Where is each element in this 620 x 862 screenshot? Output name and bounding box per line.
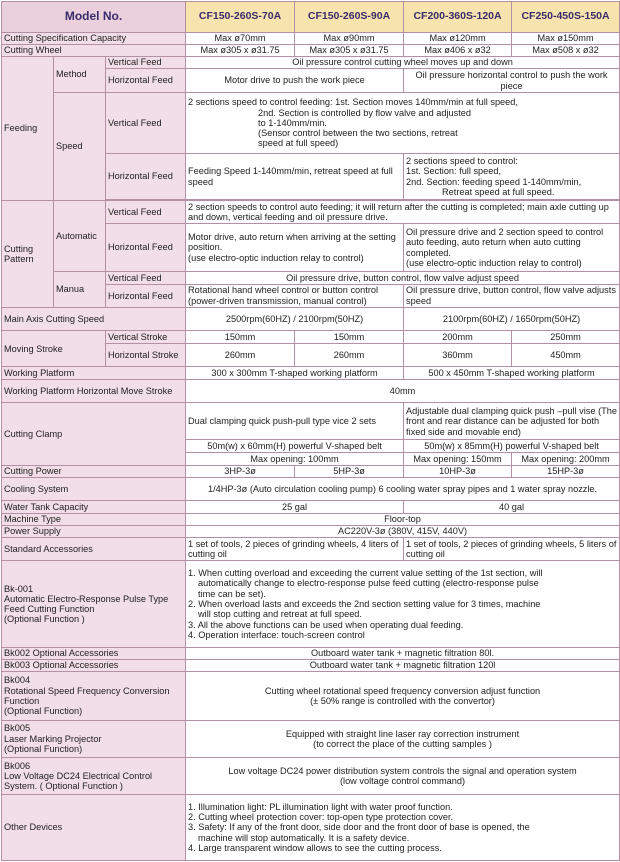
platform-stroke-row bbox=[2, 380, 620, 403]
bk001-item-3: 3. All the above functions can be used when operating dual feeding. bbox=[188, 619, 464, 630]
stroke-vertical-value-3: 200mm bbox=[404, 331, 512, 344]
clamp-opening-a: Max opening: 100mm bbox=[186, 453, 404, 466]
bk005-value-line-1: Equipped with straight line laser ray correction instrument bbox=[285, 728, 520, 739]
other-row bbox=[2, 795, 620, 861]
platform-stroke-value: 40mm bbox=[186, 380, 620, 403]
axis-speed-value-b: 2100rpm(60HZ) / 1650rpm(50HZ) bbox=[404, 307, 620, 330]
accessories-label: Standard Accessories bbox=[2, 537, 186, 560]
clamp-vise-b: Adjustable dual clamping quick push –pull vise (The front and rear distance can be adjusted for both fixed side and movable end) bbox=[404, 403, 620, 440]
model-4: CF250-450S-150A bbox=[512, 2, 620, 33]
method-vertical-label: Vertical Feed bbox=[106, 56, 186, 69]
machine-type-label: Machine Type bbox=[2, 513, 186, 525]
bk004-label-line-1: Bk004 bbox=[4, 675, 31, 686]
auto-horizontal-value-b bbox=[404, 224, 620, 272]
power-supply-row bbox=[2, 525, 620, 537]
bk001-label-line-1: Bk-001 bbox=[4, 583, 34, 594]
bk005-label-line-3: (Optional Function) bbox=[4, 744, 83, 755]
platform-label: Working Platform bbox=[2, 367, 186, 380]
other-label: Other Devices bbox=[2, 795, 186, 861]
cooling-value: 1/4HP-3ø (Auto circulation cooling pump) 6 cooling water spray pipes and 1 water spray nozzle. bbox=[186, 477, 620, 500]
bk006-row bbox=[2, 757, 620, 794]
speed-vertical-value bbox=[186, 92, 620, 154]
machine-type-row bbox=[2, 513, 620, 525]
speed-vertical-line-1: 2 sections speed to control feeding: 1st. Section moves 140mm/min at full speed, bbox=[188, 97, 518, 108]
speed-horizontal-b-line-2: 1st. Section: full speed, bbox=[406, 166, 502, 177]
capacity-row bbox=[2, 32, 620, 44]
auto-vertical-value: 2 section speeds to control auto feeding; it will return after the cutting is completed; main axle cutting up and down, vertical feeding and oil pressure drive. bbox=[186, 200, 620, 223]
feeding-label: Feeding bbox=[2, 56, 54, 200]
platform-value-b: 500 x 450mm T-shaped working platform bbox=[404, 367, 620, 380]
manual-horizontal-value-a: Rotational hand wheel control or button control (power-driven transmission, manual control) bbox=[186, 284, 404, 307]
accessories-row bbox=[2, 537, 620, 560]
tank-row bbox=[2, 501, 620, 514]
feeding-speed-vertical-row bbox=[2, 92, 620, 154]
wheel-value-4: Max ø508 x ø32 bbox=[512, 44, 620, 56]
method-vertical-value: Oil pressure control cutting wheel moves up and down bbox=[186, 56, 620, 69]
cooling-row bbox=[2, 477, 620, 500]
speed-label: Speed bbox=[54, 92, 106, 200]
manual-horizontal-value-b: Oil pressure drive, button control, flow valve adjusts speed bbox=[404, 284, 620, 307]
wheel-value-2: Max ø305 x ø31.75 bbox=[295, 44, 404, 56]
bk005-label-line-2: Laser Marking Projector bbox=[4, 733, 102, 744]
clamp-opening-c: Max opening: 200mm bbox=[512, 453, 620, 466]
pattern-manual-vertical-row bbox=[2, 271, 620, 284]
bk004-label-line-3: (Optional Function) bbox=[4, 706, 83, 717]
bk002-row bbox=[2, 648, 620, 660]
model-3: CF200-360S-120A bbox=[404, 2, 512, 33]
bk001-item-4: 4. Operation interface: touch-screen control bbox=[188, 629, 365, 640]
power-value-2: 5HP-3ø bbox=[295, 465, 404, 477]
cooling-label: Cooling System bbox=[2, 477, 186, 500]
other-item-1: 1. Illumination light: PL illumination light with water proof function. bbox=[188, 801, 453, 812]
bk001-item-1-line-2: automatically change to electro-response pulse feed cutting (electro-response pulse bbox=[198, 578, 539, 589]
stroke-vertical-value-1: 150mm bbox=[186, 331, 295, 344]
auto-horizontal-label: Horizontal Feed bbox=[106, 224, 186, 272]
axis-speed-row bbox=[2, 307, 620, 330]
stroke-horizontal-label: Horizontal Stroke bbox=[106, 344, 186, 367]
bk001-item-2-line-1: 2. When overload lasts and exceeds the 2nd section setting value for 3 times, machine bbox=[188, 599, 541, 610]
clamp-vise-row bbox=[2, 403, 620, 440]
stroke-vertical-value-2: 150mm bbox=[295, 331, 404, 344]
speed-vertical-label: Vertical Feed bbox=[106, 92, 186, 154]
bk005-row bbox=[2, 720, 620, 757]
auto-vertical-label: Vertical Feed bbox=[106, 200, 186, 223]
capacity-value-2: Max ø90mm bbox=[295, 32, 404, 44]
model-1: CF150-260S-70A bbox=[186, 2, 295, 33]
stroke-horizontal-value-4: 450mm bbox=[512, 344, 620, 367]
auto-horizontal-a-line-1: Motor drive, auto return when arriving at the setting position. bbox=[188, 232, 396, 253]
wheel-value-1: Max ø305 x ø31.75 bbox=[186, 44, 295, 56]
bk001-label-line-3: (Optional Function ) bbox=[4, 614, 85, 625]
manual-label: Manua bbox=[54, 271, 106, 307]
stroke-vertical-row bbox=[2, 331, 620, 344]
tank-label: Water Tank Capacity bbox=[2, 501, 186, 514]
axis-speed-value-a: 2500rpm(60HZ) / 2100rpm(50HZ) bbox=[186, 307, 404, 330]
bk004-row bbox=[2, 672, 620, 721]
axis-speed-label: Main Axis Cutting Speed bbox=[2, 307, 186, 330]
speed-horizontal-b-line-4: Retreat speed at full speed. bbox=[442, 186, 555, 197]
bk006-value-line-2: (low voltage control command) bbox=[339, 776, 466, 786]
model-label: Model No. bbox=[2, 2, 186, 33]
feeding-method-vertical-row bbox=[2, 56, 620, 69]
stroke-horizontal-value-1: 260mm bbox=[186, 344, 295, 367]
method-label: Method bbox=[54, 56, 106, 92]
speed-vertical-line-5: speed at full speed) bbox=[258, 138, 339, 149]
wheel-value-3: Max ø406 x ø32 bbox=[404, 44, 512, 56]
bk003-row bbox=[2, 660, 620, 672]
power-value-3: 10HP-3ø bbox=[404, 465, 512, 477]
power-row bbox=[2, 465, 620, 477]
bk006-value-line-1: Low voltage DC24 power distribution system controls the signal and operation system bbox=[228, 765, 577, 776]
machine-type-value: Floor-top bbox=[186, 513, 620, 525]
clamp-opening-b: Max opening: 150mm bbox=[404, 453, 512, 466]
wheel-row bbox=[2, 44, 620, 56]
platform-stroke-label: Working Platform Horizontal Move Stroke bbox=[2, 380, 186, 403]
speed-horizontal-b-line-1: 2 sections speed to control: bbox=[406, 155, 518, 166]
bk004-value bbox=[186, 672, 620, 721]
bk001-label bbox=[2, 561, 186, 648]
bk004-label bbox=[2, 672, 186, 721]
automatic-label: Automatic bbox=[54, 200, 106, 271]
speed-vertical-line-3: to 1-140mm/min. bbox=[258, 117, 327, 128]
other-item-4: 4. Large transparent window allows to see the cutting process. bbox=[188, 842, 442, 853]
capacity-value-3: Max ø120mm bbox=[404, 32, 512, 44]
other-item-2: 2. Cutting wheel protection cover: top-open type protection cover. bbox=[188, 812, 454, 823]
method-horizontal-value-a: Motor drive to push the work piece bbox=[186, 69, 404, 92]
wheel-label: Cutting Wheel bbox=[2, 44, 186, 56]
bk001-label-line-2: Automatic Electro-Response Pulse Type Feed Cutting Function bbox=[4, 593, 169, 615]
accessories-value-b: 1 set of tools, 2 pieces of grinding wheels, 5 liters of cutting oil bbox=[404, 537, 620, 560]
method-horizontal-value-b: Oil pressure horizontal control to push the work piece bbox=[404, 69, 620, 92]
bk003-value: Outboard water tank + magnetic filtration 120l bbox=[186, 660, 620, 672]
bk001-item-1-line-3: time can be set). bbox=[198, 588, 266, 599]
speed-horizontal-value-a: Feeding Speed 1-140mm/min, retreat speed at full speed bbox=[186, 154, 404, 200]
capacity-value-1: Max ø70mm bbox=[186, 32, 295, 44]
bk004-label-line-2: Rotational Speed Frequency Conversion Function bbox=[4, 685, 170, 706]
power-label: Cutting Power bbox=[2, 465, 186, 477]
other-item-3-line-1: 3. Safety: If any of the front door, side door and the front door of base is opened, the bbox=[188, 822, 530, 833]
pattern-auto-vertical-row bbox=[2, 200, 620, 223]
clamp-belt-a: 50m(w) x 60mm(H) powerful V-shaped belt bbox=[186, 440, 404, 453]
bk005-value bbox=[186, 720, 620, 757]
stroke-horizontal-value-3: 360mm bbox=[404, 344, 512, 367]
method-horizontal-label: Horizontal Feed bbox=[106, 69, 186, 92]
capacity-label: Cutting Specification Capacity bbox=[2, 32, 186, 44]
bk004-value-line-2: (± 50% range is controlled with the convertor) bbox=[310, 695, 495, 706]
power-supply-label: Power Supply bbox=[2, 525, 186, 537]
bk006-value bbox=[186, 757, 620, 794]
clamp-label: Cutting Clamp bbox=[2, 403, 186, 466]
speed-horizontal-value-b bbox=[404, 154, 620, 200]
stroke-horizontal-value-2: 260mm bbox=[295, 344, 404, 367]
bk002-label: Bk002 Optional Accessories bbox=[2, 648, 186, 660]
bk005-label bbox=[2, 720, 186, 757]
manual-horizontal-label: Horizontal Feed bbox=[106, 284, 186, 307]
power-supply-value: AC220V-3ø (380V, 415V, 440V) bbox=[186, 525, 620, 537]
speed-vertical-line-2: 2nd. Section is controlled by flow valve and adjusted bbox=[258, 107, 472, 118]
manual-vertical-value: Oil pressure drive, button control, flow valve adjust speed bbox=[186, 271, 620, 284]
bk004-value-line-1: Cutting wheel rotational speed frequency conversion adjust function bbox=[264, 685, 541, 696]
accessories-value-a: 1 set of tools, 2 pieces of grinding wheels, 4 liters of cutting oil bbox=[186, 537, 404, 560]
other-item-3-line-2: machine will stop automatically. It is a safety device. bbox=[198, 832, 410, 843]
auto-horizontal-value-a bbox=[186, 224, 404, 272]
bk006-label bbox=[2, 757, 186, 794]
bk001-item-2-line-2: will stop cutting and retreat at full speed. bbox=[198, 609, 362, 620]
bk002-value: Outboard water tank + magnetic filtration 80l. bbox=[186, 648, 620, 660]
header-row bbox=[2, 2, 620, 33]
spec-table bbox=[1, 1, 620, 861]
bk006-label-line-1: Bk006 bbox=[4, 760, 31, 771]
clamp-vise-a: Dual clamping quick push-pull type vice 2 sets bbox=[186, 403, 404, 440]
speed-horizontal-b-line-3: 2nd. Section: feeding speed 1-140mm/min, bbox=[406, 176, 582, 187]
power-value-1: 3HP-3ø bbox=[186, 465, 295, 477]
bk005-value-line-2: (to correct the place of the cutting samples ) bbox=[313, 738, 492, 749]
bk001-value bbox=[186, 561, 620, 648]
bk001-row bbox=[2, 561, 620, 648]
bk006-label-line-2: Low Voltage DC24 Electrical Control System. ( Optional Function ) bbox=[4, 770, 153, 792]
speed-vertical-line-4: (Sensor control between the two sections, retreat bbox=[258, 128, 458, 139]
pattern-label: Cutting Pattern bbox=[2, 200, 54, 307]
tank-value-b: 40 gal bbox=[404, 501, 620, 514]
tank-value-a: 25 gal bbox=[186, 501, 404, 514]
bk001-item-1-line-1: 1. When cutting overload and exceeding the current value setting of the 1st section, will bbox=[188, 568, 543, 579]
model-2: CF150-260S-90A bbox=[295, 2, 404, 33]
auto-horizontal-b-line-1: Oil pressure drive and 2 section speed to control auto feeding, auto return when auto cutting completed. bbox=[406, 226, 604, 258]
other-value bbox=[186, 795, 620, 861]
manual-vertical-label: Vertical Feed bbox=[106, 271, 186, 284]
stroke-vertical-value-4: 250mm bbox=[512, 331, 620, 344]
platform-row bbox=[2, 367, 620, 380]
capacity-value-4: Max ø150mm bbox=[512, 32, 620, 44]
power-value-4: 15HP-3ø bbox=[512, 465, 620, 477]
speed-horizontal-label: Horizontal Feed bbox=[106, 154, 186, 200]
auto-horizontal-b-line-2: (use electro-optic induction relay to control) bbox=[406, 257, 582, 268]
stroke-vertical-label: Vertical Stroke bbox=[106, 331, 186, 344]
bk005-label-line-1: Bk005 bbox=[4, 723, 31, 734]
platform-value-a: 300 x 300mm T-shaped working platform bbox=[186, 367, 404, 380]
bk003-label: Bk003 Optional Accessories bbox=[2, 660, 186, 672]
stroke-label: Moving Stroke bbox=[2, 331, 106, 367]
auto-horizontal-a-line-2: (use electro-optic induction relay to control) bbox=[188, 252, 364, 263]
clamp-belt-b: 50m(w) x 85mm(H) powerful V-shaped belt bbox=[404, 440, 620, 453]
